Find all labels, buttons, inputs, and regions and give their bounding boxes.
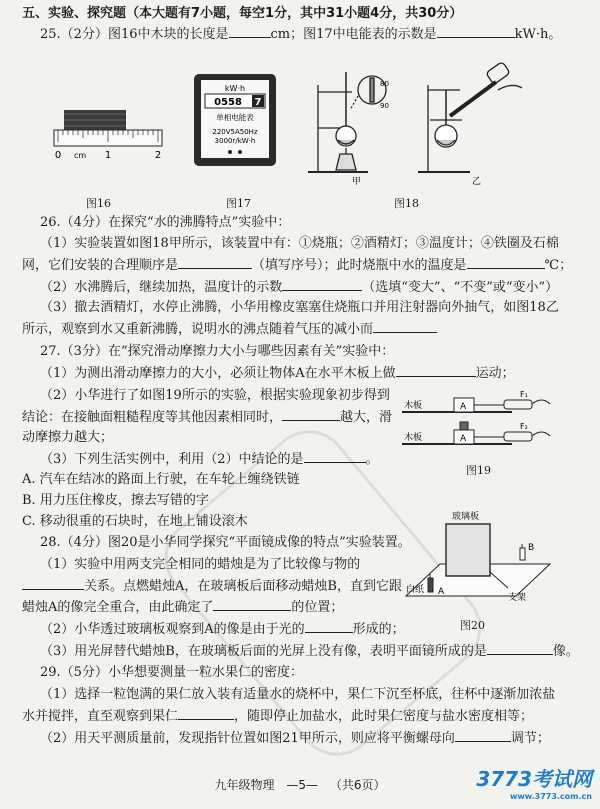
q28-text-l1c-b: 的位置； bbox=[291, 600, 344, 615]
q27-text-l2b-b: 越大，滑 bbox=[340, 410, 393, 425]
q29-text-l2a: （2）用天平测质量前，发现指针位置如图21甲所示，则应将平衡螺母向 bbox=[40, 731, 455, 746]
q27-line2b bbox=[22, 408, 392, 427]
q27-blank-motion[interactable] bbox=[396, 364, 476, 377]
q29-blank-state[interactable] bbox=[178, 707, 234, 720]
q26-text-l2b: （选填“变大”、“不变”或“变小”） bbox=[362, 280, 559, 295]
q26-line3a: （3）撤去酒精灯，水停止沸腾，小华用橡皮塞塞住烧瓶口并用注射器向外抽气，如图18乙 bbox=[40, 300, 559, 315]
fig20-paper-label: 白纸 bbox=[406, 585, 425, 595]
q27-blank-example[interactable] bbox=[304, 450, 366, 463]
fig16-caption: 图16 bbox=[86, 197, 111, 210]
q28-line1c bbox=[22, 598, 343, 617]
q28-text-l3a: （3）用光屏替代蜡烛B，在玻璃板后面的光屏上没有像，表明平面镜所成的是 bbox=[40, 644, 487, 659]
q29-line1a: （1）选择一粒饱满的果仁放入装有适量水的烧杯中，果仁下沉至杯底，往杯中逐渐加浓盐 bbox=[40, 687, 556, 702]
q28-blank-compare[interactable] bbox=[22, 577, 84, 590]
fig20-candle-b: B bbox=[528, 543, 535, 553]
q28-line2 bbox=[40, 620, 405, 639]
fig20-stand-label: 支架 bbox=[508, 593, 527, 603]
q29-text-l1b-a: 水并搅拌，直至观察到果仁 bbox=[22, 709, 179, 724]
q28-line1b bbox=[22, 577, 402, 596]
q28-line3 bbox=[40, 642, 579, 661]
q27-line3 bbox=[40, 450, 379, 469]
section-title: 五、实验、探究题（本大题有7小题，每空1分，其中31小题4分，共30分） bbox=[22, 6, 463, 21]
q26-text-temp: （填写序号）；此时烧瓶中水的温度是 bbox=[252, 258, 467, 273]
q25-text-a: 25.（2分）图16中木块的长度是 bbox=[40, 27, 229, 42]
q29-line2 bbox=[40, 729, 550, 748]
thermo-scale-90: 90 bbox=[380, 102, 389, 110]
q27-title: 27.（3分）在“探究滑动摩擦力大小与哪些因素有关”实验中： bbox=[40, 344, 395, 359]
q27-text-l1a: （1）为测出滑动摩擦力的大小，必须让物体A在水平木板上做 bbox=[40, 366, 396, 381]
q26-text-l2a: （2）水沸腾后，继续加热，温度计的示数 bbox=[40, 280, 283, 295]
ruler-tick-0: 0 bbox=[54, 150, 62, 161]
fig17-meter-figure bbox=[192, 72, 278, 172]
q26-line1b bbox=[22, 256, 572, 275]
logo-text: 3773考试网 bbox=[476, 767, 592, 791]
q28-blank-position[interactable] bbox=[213, 598, 291, 611]
meter-name: 单相电能表 bbox=[216, 113, 254, 122]
q25-text-b: cm；图17中电能表的示数是 bbox=[270, 27, 437, 42]
q28-line1a: （1）实验中用两支完全相同的蜡烛是为了比较像与物的 bbox=[40, 557, 361, 572]
fig18-boiling-figure bbox=[300, 60, 530, 185]
q27-line2c: 动摩擦力越大； bbox=[22, 430, 114, 445]
fig18-label-jia: 甲 bbox=[352, 177, 362, 185]
fig19-f2: F₂ bbox=[520, 422, 528, 431]
fig18-label-yi: 乙 bbox=[472, 177, 482, 185]
ruler-unit: cm bbox=[74, 151, 87, 160]
q25-text-c: kW·h。 bbox=[514, 27, 562, 42]
meter-last-digit: 7 bbox=[254, 97, 262, 108]
q26-text-unit: ℃； bbox=[544, 258, 573, 273]
meter-spec1: 220V5A50Hz bbox=[212, 128, 258, 136]
q29-title: 29.（5分）小华想要测量一粒水果仁的密度： bbox=[40, 665, 303, 680]
q26-blank-boiling[interactable] bbox=[373, 320, 437, 333]
q27-option-a: A. 汽车在结冰的路面上行驶，在车轮上缠绕铁链 bbox=[22, 472, 300, 487]
q29-text-l1b-b: ，随即停止加盐水，此时果仁密度与盐水密度相等； bbox=[234, 709, 534, 724]
fig19-board-2: 木板 bbox=[404, 433, 423, 443]
q25-line bbox=[40, 25, 561, 44]
ruler-tick-2: 2 bbox=[154, 150, 162, 161]
meter-digits: 0558 bbox=[214, 97, 242, 108]
q29-text-l2b: 调节； bbox=[510, 731, 550, 746]
fig17-caption: 图17 bbox=[226, 197, 251, 210]
q26-blank-reading[interactable] bbox=[282, 278, 362, 291]
footer-total: （共6页） bbox=[329, 778, 386, 792]
q27-line2a: （2）小华进行了如图19所示的实验，根据实验现象初步得到 bbox=[40, 388, 390, 403]
q26-text-l3b: 所示，观察到水又重新沸腾，说明水的沸点随着气压的减小而 bbox=[22, 322, 374, 337]
q29-line1b bbox=[22, 707, 533, 726]
q26-line2 bbox=[40, 278, 558, 297]
fig16-ruler-figure bbox=[50, 100, 170, 162]
q26-blank-order[interactable] bbox=[178, 256, 252, 269]
q27-line1 bbox=[40, 364, 515, 383]
q26-line3b bbox=[22, 320, 437, 339]
q25-blank-meter[interactable] bbox=[437, 25, 515, 38]
fig20-mirror-figure bbox=[400, 508, 560, 608]
q29-blank-direction[interactable] bbox=[455, 729, 511, 742]
q28-text-l2a: （2）小华透过玻璃板观察到A的像是由于光的 bbox=[40, 622, 305, 637]
q27-text-l2b-a: 结论：在接触面粗糙程度等其他因素相同时， bbox=[22, 410, 283, 425]
meter-unit: kW·h bbox=[224, 84, 246, 93]
q26-title: 26.（4分）在探究“水的沸腾特点”实验中： bbox=[40, 215, 291, 230]
q28-text-l1c-a: 蜡烛A的像完全重合，由此确定了 bbox=[22, 600, 214, 615]
q27-blank-factor[interactable] bbox=[282, 408, 340, 421]
meter-spec2: 3000r/kW·h bbox=[214, 137, 256, 145]
fig19-f1: F₁ bbox=[520, 390, 528, 399]
q27-text-l3: （3）下列生活实例中，利用（2）中结论的是 bbox=[40, 452, 304, 467]
fig20-caption: 图20 bbox=[460, 619, 485, 632]
q27-option-c: C. 移动很重的石块时，在地上铺设滚木 bbox=[22, 514, 248, 529]
fig19-block-2: A bbox=[460, 434, 467, 444]
fig19-block-1: A bbox=[460, 402, 467, 412]
fig18-caption: 图18 bbox=[394, 197, 419, 210]
q26-line1a: （1）实验装置如图18甲所示，该装置中有：①烧瓶；②酒精灯；③温度计；④铁圈及石棉 bbox=[40, 236, 559, 251]
fig19-board-1: 木板 bbox=[404, 401, 423, 411]
q28-text-l3b: 像。 bbox=[552, 644, 579, 659]
q28-title: 28.（4分）图20是小华同学探究“平面镜成像的特点”实验装置。 bbox=[40, 535, 411, 550]
fig19-caption: 图19 bbox=[466, 464, 491, 477]
q25-blank-length[interactable] bbox=[229, 25, 271, 38]
q26-text-order: 网，它们安装的合理顺序是 bbox=[22, 258, 179, 273]
thermo-scale-80: 80 bbox=[380, 80, 389, 88]
q28-text-l1b: 关系。点燃蜡烛A，在玻璃板后面移动蜡烛B，直到它跟 bbox=[84, 579, 402, 594]
q27-text-l3-end: 。 bbox=[365, 452, 379, 467]
q28-text-l2b: 形成的； bbox=[352, 622, 405, 637]
footer-subject: 九年级物理 bbox=[214, 778, 275, 792]
site-logo[interactable] bbox=[476, 763, 592, 801]
fig20-glass-label: 玻璃板 bbox=[452, 512, 480, 522]
ruler-tick-1: 1 bbox=[104, 150, 112, 161]
q28-blank-light[interactable] bbox=[305, 620, 353, 633]
q28-blank-image[interactable] bbox=[487, 642, 553, 655]
footer-page: —5— bbox=[286, 778, 318, 792]
q27-option-b: B. 用力压住橡皮，擦去写错的字 bbox=[22, 493, 209, 508]
fig19-friction-figure bbox=[400, 386, 580, 456]
logo-url: www.3773.com.cn bbox=[509, 792, 592, 801]
fig20-candle-a: A bbox=[438, 587, 445, 597]
q27-text-l1b: 运动； bbox=[475, 366, 515, 381]
q26-blank-temp[interactable] bbox=[467, 256, 545, 269]
